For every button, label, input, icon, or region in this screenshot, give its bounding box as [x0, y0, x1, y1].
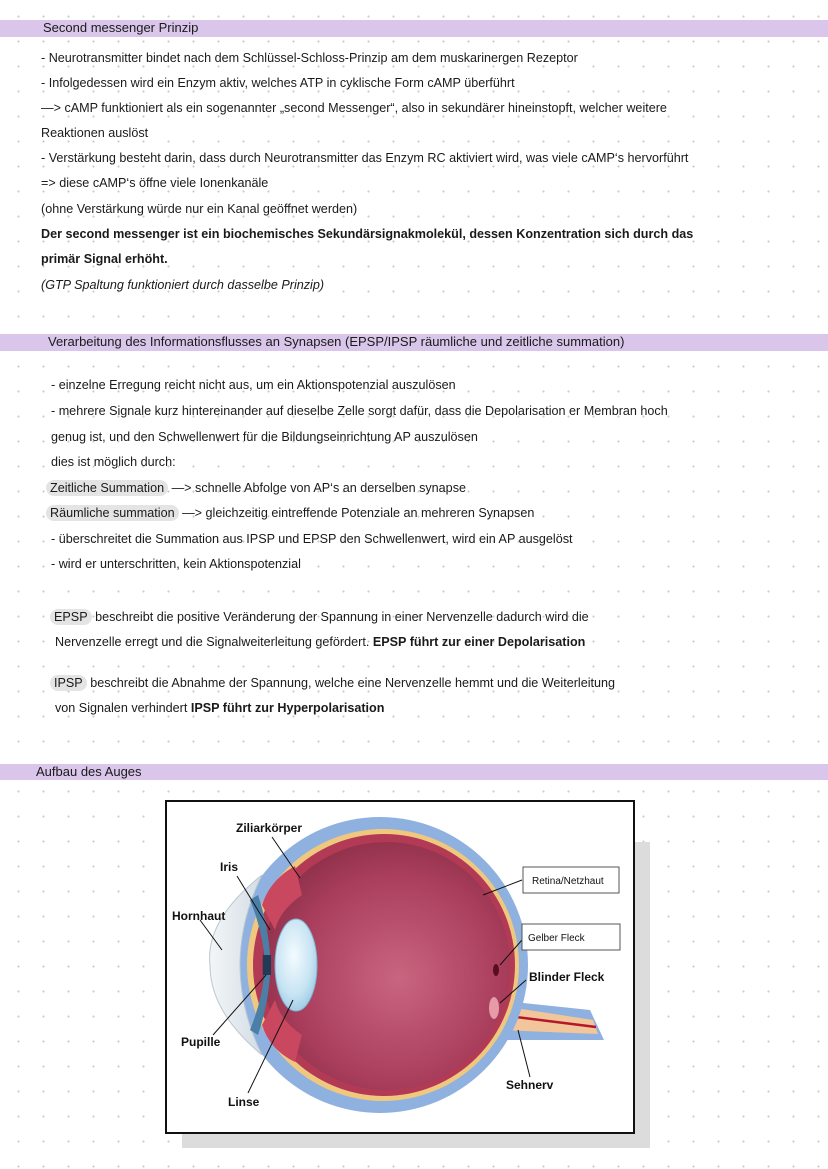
ipsp-description-cont: von Signalen verhindert — [55, 701, 191, 715]
label-blinder-fleck: Blinder Fleck — [529, 970, 605, 984]
text-line: - wird er unterschritten, kein Aktionspotenzial — [51, 557, 301, 571]
epsp-term: EPSP — [50, 609, 92, 625]
text-line: - Verstärkung besteht darin, dass durch Neurotransmitter das Enzym RC aktiviert wird, was viele cAMP‘s hervorführt — [41, 151, 689, 165]
term-highlight: Zeitliche Summation — [46, 480, 168, 496]
ipsp-description: beschreibt die Abnahme der Spannung, welche eine Nervenzelle hemmt und die Weiterleitung — [86, 676, 616, 690]
text-line: dies ist möglich durch: — [51, 455, 176, 469]
text-line: - einzelne Erregung reicht nicht aus, um ein Aktionspotenzial auszulösen — [51, 378, 456, 392]
definition-bold-line: Der second messenger ist ein biochemisches Sekundärsignakmolekül, dessen Konzentration sich durch das — [41, 227, 694, 241]
blind-spot — [489, 997, 499, 1019]
label-retina: Retina/Netzhaut — [532, 876, 604, 887]
macula-spot — [493, 964, 499, 976]
section-title-synapsen: Verarbeitung des Informationsflusses an Synapsen (EPSP/IPSP räumliche und zeitliche summation) — [48, 334, 625, 349]
section-title-auge: Aufbau des Auges — [36, 764, 142, 779]
label-hornhaut: Hornhaut — [172, 909, 226, 923]
text-line: - überschreitet die Summation aus IPSP und EPSP den Schwellenwert, wird ein AP ausgelöst — [51, 532, 573, 546]
pupil-shape — [263, 955, 271, 975]
text-line: - Neurotransmitter bindet nach dem Schlüssel-Schloss-Prinzip am dem muskarinergen Rezeptor — [41, 51, 578, 65]
ipsp-conclusion: IPSP führt zur Hyperpolarisation — [190, 701, 385, 715]
epsp-description: beschreibt die positive Veränderung der Spannung in einer Nervenzelle dadurch wird die — [91, 610, 589, 624]
label-sehnerv: Sehnerv — [506, 1078, 554, 1092]
definition-bold-line: primär Signal erhöht. — [41, 252, 168, 266]
label-pupille: Pupille — [181, 1035, 221, 1049]
text-line: => diese cAMP‘s öffne viele Ionenkanäle — [41, 176, 269, 190]
text-line: genug ist, und den Schwellenwert für die Bildungseinrichtung AP auszulösen — [51, 430, 478, 444]
text-line: (ohne Verstärkung würde nur ein Kanal geöffnet werden) — [41, 202, 358, 216]
text-line: Reaktionen auslöst — [41, 126, 149, 140]
text-line: —> cAMP funktioniert als ein sogenannter „second Messenger“, also in sekundärer hineinstopft, welcher weitere — [41, 101, 667, 115]
section-title-second-messenger: Second messenger Prinzip — [43, 20, 199, 35]
label-ziliarkoerper: Ziliarkörper — [236, 821, 303, 835]
note-italic-line: (GTP Spaltung funktioniert durch dasselbe Prinzip) — [41, 278, 325, 292]
term-highlight: Räumliche summation — [46, 505, 179, 521]
text-line: - Infolgedessen wird ein Enzym aktiv, welches ATP in cyklische Form cAMP überführt — [41, 76, 515, 90]
label-iris: Iris — [220, 860, 239, 874]
epsp-description-cont: Nervenzelle erregt und die Signalweiterleitung gefördert. — [55, 635, 373, 649]
text-line: - mehrere Signale kurz hintereinander auf dieselbe Zelle sorgt dafür, dass die Depolarisation er Membran hoch — [51, 404, 668, 418]
term-description: —> gleichzeitig eintreffende Potenziale an mehreren Synapsen — [178, 506, 535, 520]
label-linse: Linse — [228, 1095, 260, 1109]
term-description: —> schnelle Abfolge von AP‘s an derselben synapse — [168, 481, 466, 495]
epsp-conclusion: EPSP führt zur einer Depolarisation — [372, 635, 586, 649]
label-gelber-fleck: Gelber Fleck — [528, 933, 585, 944]
lens-shape — [275, 919, 317, 1011]
ipsp-term: IPSP — [50, 675, 87, 691]
